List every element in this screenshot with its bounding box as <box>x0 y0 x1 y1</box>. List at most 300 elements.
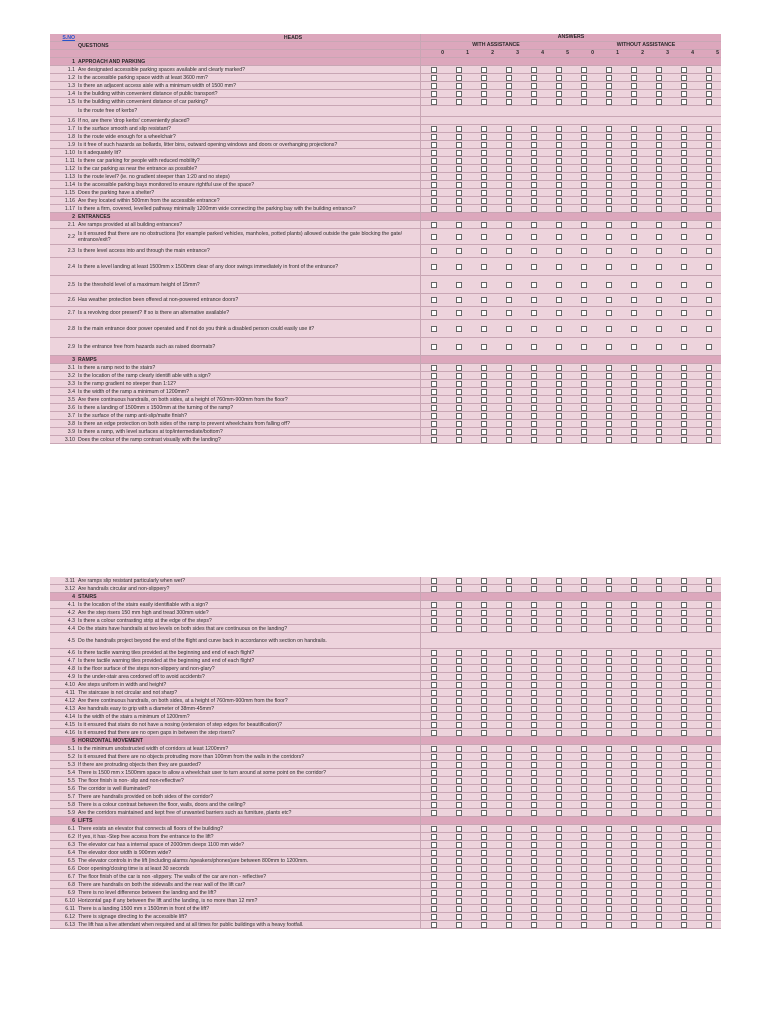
without-assistance-score-5-checkbox[interactable] <box>706 234 712 240</box>
with-assistance-score-3-checkbox[interactable] <box>506 99 512 105</box>
without-assistance-score-3-checkbox[interactable] <box>656 198 662 204</box>
without-assistance-score-0-checkbox[interactable] <box>581 166 587 172</box>
without-assistance-score-3-checkbox[interactable] <box>656 922 662 928</box>
without-assistance-score-1-checkbox[interactable] <box>606 134 612 140</box>
with-assistance-score-3-checkbox[interactable] <box>506 91 512 97</box>
without-assistance-score-4-checkbox[interactable] <box>681 429 687 435</box>
with-assistance-score-0-checkbox[interactable] <box>431 626 437 632</box>
with-assistance-score-5-checkbox[interactable] <box>556 778 562 784</box>
with-assistance-score-4-checkbox[interactable] <box>531 858 537 864</box>
without-assistance-score-2-checkbox[interactable] <box>631 365 637 371</box>
with-assistance-score-2-checkbox[interactable] <box>481 222 487 228</box>
with-assistance-score-4-checkbox[interactable] <box>531 658 537 664</box>
with-assistance-score-2-checkbox[interactable] <box>481 297 487 303</box>
with-assistance-score-5-checkbox[interactable] <box>556 658 562 664</box>
with-assistance-score-5-checkbox[interactable] <box>556 722 562 728</box>
without-assistance-score-3-checkbox[interactable] <box>656 850 662 856</box>
with-assistance-score-2-checkbox[interactable] <box>481 310 487 316</box>
with-assistance-score-2-checkbox[interactable] <box>481 234 487 240</box>
with-assistance-score-0-checkbox[interactable] <box>431 437 437 443</box>
with-assistance-score-2-checkbox[interactable] <box>481 190 487 196</box>
with-assistance-score-0-checkbox[interactable] <box>431 198 437 204</box>
with-assistance-score-4-checkbox[interactable] <box>531 67 537 73</box>
without-assistance-score-5-checkbox[interactable] <box>706 326 712 332</box>
with-assistance-score-3-checkbox[interactable] <box>506 802 512 808</box>
without-assistance-score-4-checkbox[interactable] <box>681 421 687 427</box>
sno-link[interactable]: S.NO <box>62 34 75 41</box>
with-assistance-score-1-checkbox[interactable] <box>456 714 462 720</box>
with-assistance-score-2-checkbox[interactable] <box>481 874 487 880</box>
without-assistance-score-0-checkbox[interactable] <box>581 190 587 196</box>
without-assistance-score-4-checkbox[interactable] <box>681 922 687 928</box>
without-assistance-score-1-checkbox[interactable] <box>606 234 612 240</box>
without-assistance-score-3-checkbox[interactable] <box>656 142 662 148</box>
without-assistance-score-4-checkbox[interactable] <box>681 134 687 140</box>
with-assistance-score-2-checkbox[interactable] <box>481 142 487 148</box>
with-assistance-score-5-checkbox[interactable] <box>556 373 562 379</box>
without-assistance-score-3-checkbox[interactable] <box>656 754 662 760</box>
with-assistance-score-0-checkbox[interactable] <box>431 890 437 896</box>
without-assistance-score-2-checkbox[interactable] <box>631 754 637 760</box>
with-assistance-score-5-checkbox[interactable] <box>556 914 562 920</box>
with-assistance-score-1-checkbox[interactable] <box>456 182 462 188</box>
with-assistance-score-3-checkbox[interactable] <box>506 429 512 435</box>
with-assistance-score-1-checkbox[interactable] <box>456 914 462 920</box>
without-assistance-score-3-checkbox[interactable] <box>656 297 662 303</box>
with-assistance-score-5-checkbox[interactable] <box>556 802 562 808</box>
without-assistance-score-5-checkbox[interactable] <box>706 222 712 228</box>
with-assistance-score-0-checkbox[interactable] <box>431 67 437 73</box>
without-assistance-score-4-checkbox[interactable] <box>681 914 687 920</box>
without-assistance-score-3-checkbox[interactable] <box>656 722 662 728</box>
without-assistance-score-4-checkbox[interactable] <box>681 365 687 371</box>
with-assistance-score-2-checkbox[interactable] <box>481 75 487 81</box>
with-assistance-score-5-checkbox[interactable] <box>556 282 562 288</box>
without-assistance-score-2-checkbox[interactable] <box>631 682 637 688</box>
with-assistance-score-2-checkbox[interactable] <box>481 850 487 856</box>
with-assistance-score-0-checkbox[interactable] <box>431 746 437 752</box>
with-assistance-score-0-checkbox[interactable] <box>431 698 437 704</box>
without-assistance-score-3-checkbox[interactable] <box>656 397 662 403</box>
without-assistance-score-1-checkbox[interactable] <box>606 666 612 672</box>
without-assistance-score-3-checkbox[interactable] <box>656 326 662 332</box>
without-assistance-score-2-checkbox[interactable] <box>631 248 637 254</box>
with-assistance-score-2-checkbox[interactable] <box>481 770 487 776</box>
with-assistance-score-5-checkbox[interactable] <box>556 174 562 180</box>
with-assistance-score-3-checkbox[interactable] <box>506 126 512 132</box>
without-assistance-score-1-checkbox[interactable] <box>606 770 612 776</box>
without-assistance-score-3-checkbox[interactable] <box>656 67 662 73</box>
with-assistance-score-5-checkbox[interactable] <box>556 578 562 584</box>
with-assistance-score-4-checkbox[interactable] <box>531 850 537 856</box>
with-assistance-score-5-checkbox[interactable] <box>556 389 562 395</box>
with-assistance-score-0-checkbox[interactable] <box>431 282 437 288</box>
without-assistance-score-3-checkbox[interactable] <box>656 437 662 443</box>
without-assistance-score-4-checkbox[interactable] <box>681 326 687 332</box>
without-assistance-score-5-checkbox[interactable] <box>706 858 712 864</box>
with-assistance-score-5-checkbox[interactable] <box>556 75 562 81</box>
with-assistance-score-4-checkbox[interactable] <box>531 906 537 912</box>
without-assistance-score-2-checkbox[interactable] <box>631 874 637 880</box>
without-assistance-score-0-checkbox[interactable] <box>581 746 587 752</box>
without-assistance-score-3-checkbox[interactable] <box>656 310 662 316</box>
without-assistance-score-3-checkbox[interactable] <box>656 834 662 840</box>
without-assistance-score-2-checkbox[interactable] <box>631 706 637 712</box>
without-assistance-score-2-checkbox[interactable] <box>631 882 637 888</box>
with-assistance-score-0-checkbox[interactable] <box>431 842 437 848</box>
with-assistance-score-5-checkbox[interactable] <box>556 874 562 880</box>
with-assistance-score-1-checkbox[interactable] <box>456 706 462 712</box>
without-assistance-score-3-checkbox[interactable] <box>656 578 662 584</box>
with-assistance-score-2-checkbox[interactable] <box>481 437 487 443</box>
with-assistance-score-2-checkbox[interactable] <box>481 730 487 736</box>
with-assistance-score-5-checkbox[interactable] <box>556 906 562 912</box>
with-assistance-score-3-checkbox[interactable] <box>506 650 512 656</box>
without-assistance-score-5-checkbox[interactable] <box>706 674 712 680</box>
with-assistance-score-4-checkbox[interactable] <box>531 682 537 688</box>
without-assistance-score-4-checkbox[interactable] <box>681 858 687 864</box>
with-assistance-score-3-checkbox[interactable] <box>506 690 512 696</box>
without-assistance-score-0-checkbox[interactable] <box>581 397 587 403</box>
without-assistance-score-1-checkbox[interactable] <box>606 67 612 73</box>
with-assistance-score-0-checkbox[interactable] <box>431 264 437 270</box>
without-assistance-score-1-checkbox[interactable] <box>606 75 612 81</box>
with-assistance-score-2-checkbox[interactable] <box>481 198 487 204</box>
without-assistance-score-4-checkbox[interactable] <box>681 234 687 240</box>
with-assistance-score-1-checkbox[interactable] <box>456 99 462 105</box>
without-assistance-score-4-checkbox[interactable] <box>681 826 687 832</box>
with-assistance-score-5-checkbox[interactable] <box>556 842 562 848</box>
without-assistance-score-4-checkbox[interactable] <box>681 658 687 664</box>
with-assistance-score-3-checkbox[interactable] <box>506 75 512 81</box>
without-assistance-score-3-checkbox[interactable] <box>656 421 662 427</box>
without-assistance-score-2-checkbox[interactable] <box>631 75 637 81</box>
without-assistance-score-1-checkbox[interactable] <box>606 99 612 105</box>
without-assistance-score-4-checkbox[interactable] <box>681 310 687 316</box>
without-assistance-score-2-checkbox[interactable] <box>631 206 637 212</box>
without-assistance-score-4-checkbox[interactable] <box>681 99 687 105</box>
with-assistance-score-1-checkbox[interactable] <box>456 794 462 800</box>
with-assistance-score-1-checkbox[interactable] <box>456 682 462 688</box>
without-assistance-score-5-checkbox[interactable] <box>706 365 712 371</box>
with-assistance-score-1-checkbox[interactable] <box>456 658 462 664</box>
with-assistance-score-0-checkbox[interactable] <box>431 421 437 427</box>
with-assistance-score-4-checkbox[interactable] <box>531 297 537 303</box>
without-assistance-score-4-checkbox[interactable] <box>681 874 687 880</box>
without-assistance-score-2-checkbox[interactable] <box>631 778 637 784</box>
with-assistance-score-1-checkbox[interactable] <box>456 297 462 303</box>
with-assistance-score-2-checkbox[interactable] <box>481 810 487 816</box>
with-assistance-score-0-checkbox[interactable] <box>431 586 437 592</box>
with-assistance-score-4-checkbox[interactable] <box>531 650 537 656</box>
with-assistance-score-2-checkbox[interactable] <box>481 882 487 888</box>
without-assistance-score-5-checkbox[interactable] <box>706 778 712 784</box>
without-assistance-score-3-checkbox[interactable] <box>656 746 662 752</box>
without-assistance-score-1-checkbox[interactable] <box>606 922 612 928</box>
with-assistance-score-3-checkbox[interactable] <box>506 248 512 254</box>
with-assistance-score-5-checkbox[interactable] <box>556 770 562 776</box>
with-assistance-score-0-checkbox[interactable] <box>431 850 437 856</box>
with-assistance-score-2-checkbox[interactable] <box>481 922 487 928</box>
with-assistance-score-1-checkbox[interactable] <box>456 365 462 371</box>
without-assistance-score-2-checkbox[interactable] <box>631 134 637 140</box>
without-assistance-score-3-checkbox[interactable] <box>656 174 662 180</box>
without-assistance-score-2-checkbox[interactable] <box>631 834 637 840</box>
with-assistance-score-0-checkbox[interactable] <box>431 166 437 172</box>
without-assistance-score-4-checkbox[interactable] <box>681 190 687 196</box>
without-assistance-score-5-checkbox[interactable] <box>706 698 712 704</box>
without-assistance-score-4-checkbox[interactable] <box>681 778 687 784</box>
with-assistance-score-3-checkbox[interactable] <box>506 282 512 288</box>
without-assistance-score-5-checkbox[interactable] <box>706 730 712 736</box>
with-assistance-score-4-checkbox[interactable] <box>531 626 537 632</box>
with-assistance-score-4-checkbox[interactable] <box>531 762 537 768</box>
with-assistance-score-3-checkbox[interactable] <box>506 746 512 752</box>
without-assistance-score-5-checkbox[interactable] <box>706 344 712 350</box>
with-assistance-score-5-checkbox[interactable] <box>556 762 562 768</box>
with-assistance-score-2-checkbox[interactable] <box>481 206 487 212</box>
with-assistance-score-2-checkbox[interactable] <box>481 429 487 435</box>
without-assistance-score-5-checkbox[interactable] <box>706 126 712 132</box>
without-assistance-score-3-checkbox[interactable] <box>656 405 662 411</box>
with-assistance-score-0-checkbox[interactable] <box>431 722 437 728</box>
without-assistance-score-5-checkbox[interactable] <box>706 682 712 688</box>
with-assistance-score-5-checkbox[interactable] <box>556 264 562 270</box>
without-assistance-score-2-checkbox[interactable] <box>631 83 637 89</box>
with-assistance-score-0-checkbox[interactable] <box>431 858 437 864</box>
with-assistance-score-1-checkbox[interactable] <box>456 666 462 672</box>
with-assistance-score-5-checkbox[interactable] <box>556 134 562 140</box>
without-assistance-score-1-checkbox[interactable] <box>606 866 612 872</box>
without-assistance-score-2-checkbox[interactable] <box>631 326 637 332</box>
without-assistance-score-3-checkbox[interactable] <box>656 658 662 664</box>
without-assistance-score-5-checkbox[interactable] <box>706 91 712 97</box>
with-assistance-score-0-checkbox[interactable] <box>431 389 437 395</box>
with-assistance-score-2-checkbox[interactable] <box>481 610 487 616</box>
with-assistance-score-4-checkbox[interactable] <box>531 182 537 188</box>
without-assistance-score-3-checkbox[interactable] <box>656 75 662 81</box>
without-assistance-score-5-checkbox[interactable] <box>706 166 712 172</box>
without-assistance-score-1-checkbox[interactable] <box>606 658 612 664</box>
with-assistance-score-1-checkbox[interactable] <box>456 778 462 784</box>
with-assistance-score-0-checkbox[interactable] <box>431 365 437 371</box>
without-assistance-score-1-checkbox[interactable] <box>606 826 612 832</box>
without-assistance-score-0-checkbox[interactable] <box>581 866 587 872</box>
with-assistance-score-5-checkbox[interactable] <box>556 158 562 164</box>
with-assistance-score-3-checkbox[interactable] <box>506 142 512 148</box>
with-assistance-score-0-checkbox[interactable] <box>431 602 437 608</box>
without-assistance-score-0-checkbox[interactable] <box>581 770 587 776</box>
without-assistance-score-0-checkbox[interactable] <box>581 722 587 728</box>
with-assistance-score-2-checkbox[interactable] <box>481 405 487 411</box>
without-assistance-score-0-checkbox[interactable] <box>581 326 587 332</box>
with-assistance-score-4-checkbox[interactable] <box>531 413 537 419</box>
without-assistance-score-5-checkbox[interactable] <box>706 786 712 792</box>
without-assistance-score-2-checkbox[interactable] <box>631 198 637 204</box>
with-assistance-score-3-checkbox[interactable] <box>506 264 512 270</box>
without-assistance-score-0-checkbox[interactable] <box>581 206 587 212</box>
with-assistance-score-5-checkbox[interactable] <box>556 898 562 904</box>
without-assistance-score-1-checkbox[interactable] <box>606 618 612 624</box>
with-assistance-score-2-checkbox[interactable] <box>481 650 487 656</box>
with-assistance-score-5-checkbox[interactable] <box>556 99 562 105</box>
with-assistance-score-4-checkbox[interactable] <box>531 198 537 204</box>
without-assistance-score-5-checkbox[interactable] <box>706 405 712 411</box>
without-assistance-score-4-checkbox[interactable] <box>681 67 687 73</box>
without-assistance-score-3-checkbox[interactable] <box>656 264 662 270</box>
with-assistance-score-2-checkbox[interactable] <box>481 866 487 872</box>
without-assistance-score-1-checkbox[interactable] <box>606 429 612 435</box>
with-assistance-score-0-checkbox[interactable] <box>431 190 437 196</box>
with-assistance-score-2-checkbox[interactable] <box>481 264 487 270</box>
with-assistance-score-2-checkbox[interactable] <box>481 626 487 632</box>
without-assistance-score-2-checkbox[interactable] <box>631 397 637 403</box>
with-assistance-score-4-checkbox[interactable] <box>531 746 537 752</box>
without-assistance-score-2-checkbox[interactable] <box>631 626 637 632</box>
with-assistance-score-0-checkbox[interactable] <box>431 666 437 672</box>
without-assistance-score-2-checkbox[interactable] <box>631 914 637 920</box>
with-assistance-score-5-checkbox[interactable] <box>556 421 562 427</box>
without-assistance-score-2-checkbox[interactable] <box>631 770 637 776</box>
without-assistance-score-4-checkbox[interactable] <box>681 437 687 443</box>
with-assistance-score-5-checkbox[interactable] <box>556 206 562 212</box>
without-assistance-score-3-checkbox[interactable] <box>656 674 662 680</box>
with-assistance-score-2-checkbox[interactable] <box>481 344 487 350</box>
without-assistance-score-1-checkbox[interactable] <box>606 182 612 188</box>
without-assistance-score-3-checkbox[interactable] <box>656 429 662 435</box>
with-assistance-score-4-checkbox[interactable] <box>531 706 537 712</box>
without-assistance-score-2-checkbox[interactable] <box>631 578 637 584</box>
with-assistance-score-3-checkbox[interactable] <box>506 397 512 403</box>
with-assistance-score-2-checkbox[interactable] <box>481 586 487 592</box>
with-assistance-score-2-checkbox[interactable] <box>481 134 487 140</box>
with-assistance-score-2-checkbox[interactable] <box>481 858 487 864</box>
with-assistance-score-5-checkbox[interactable] <box>556 437 562 443</box>
without-assistance-score-0-checkbox[interactable] <box>581 674 587 680</box>
without-assistance-score-4-checkbox[interactable] <box>681 842 687 848</box>
without-assistance-score-3-checkbox[interactable] <box>656 898 662 904</box>
without-assistance-score-4-checkbox[interactable] <box>681 126 687 132</box>
with-assistance-score-3-checkbox[interactable] <box>506 222 512 228</box>
without-assistance-score-2-checkbox[interactable] <box>631 310 637 316</box>
without-assistance-score-0-checkbox[interactable] <box>581 842 587 848</box>
without-assistance-score-1-checkbox[interactable] <box>606 344 612 350</box>
without-assistance-score-5-checkbox[interactable] <box>706 794 712 800</box>
without-assistance-score-3-checkbox[interactable] <box>656 618 662 624</box>
with-assistance-score-3-checkbox[interactable] <box>506 610 512 616</box>
without-assistance-score-0-checkbox[interactable] <box>581 429 587 435</box>
without-assistance-score-1-checkbox[interactable] <box>606 778 612 784</box>
without-assistance-score-1-checkbox[interactable] <box>606 898 612 904</box>
without-assistance-score-1-checkbox[interactable] <box>606 578 612 584</box>
without-assistance-score-1-checkbox[interactable] <box>606 248 612 254</box>
with-assistance-score-5-checkbox[interactable] <box>556 690 562 696</box>
without-assistance-score-4-checkbox[interactable] <box>681 770 687 776</box>
without-assistance-score-2-checkbox[interactable] <box>631 190 637 196</box>
without-assistance-score-1-checkbox[interactable] <box>606 842 612 848</box>
with-assistance-score-4-checkbox[interactable] <box>531 866 537 872</box>
with-assistance-score-1-checkbox[interactable] <box>456 310 462 316</box>
with-assistance-score-4-checkbox[interactable] <box>531 326 537 332</box>
with-assistance-score-2-checkbox[interactable] <box>481 714 487 720</box>
without-assistance-score-2-checkbox[interactable] <box>631 282 637 288</box>
with-assistance-score-0-checkbox[interactable] <box>431 810 437 816</box>
without-assistance-score-5-checkbox[interactable] <box>706 882 712 888</box>
without-assistance-score-3-checkbox[interactable] <box>656 83 662 89</box>
with-assistance-score-4-checkbox[interactable] <box>531 437 537 443</box>
with-assistance-score-5-checkbox[interactable] <box>556 682 562 688</box>
with-assistance-score-3-checkbox[interactable] <box>506 882 512 888</box>
without-assistance-score-0-checkbox[interactable] <box>581 850 587 856</box>
with-assistance-score-4-checkbox[interactable] <box>531 586 537 592</box>
with-assistance-score-4-checkbox[interactable] <box>531 421 537 427</box>
without-assistance-score-3-checkbox[interactable] <box>656 906 662 912</box>
without-assistance-score-4-checkbox[interactable] <box>681 297 687 303</box>
with-assistance-score-3-checkbox[interactable] <box>506 437 512 443</box>
with-assistance-score-4-checkbox[interactable] <box>531 602 537 608</box>
with-assistance-score-0-checkbox[interactable] <box>431 690 437 696</box>
with-assistance-score-3-checkbox[interactable] <box>506 344 512 350</box>
with-assistance-score-1-checkbox[interactable] <box>456 206 462 212</box>
with-assistance-score-2-checkbox[interactable] <box>481 67 487 73</box>
with-assistance-score-5-checkbox[interactable] <box>556 234 562 240</box>
without-assistance-score-1-checkbox[interactable] <box>606 222 612 228</box>
without-assistance-score-4-checkbox[interactable] <box>681 690 687 696</box>
with-assistance-score-2-checkbox[interactable] <box>481 786 487 792</box>
with-assistance-score-2-checkbox[interactable] <box>481 722 487 728</box>
without-assistance-score-5-checkbox[interactable] <box>706 174 712 180</box>
with-assistance-score-5-checkbox[interactable] <box>556 618 562 624</box>
without-assistance-score-3-checkbox[interactable] <box>656 914 662 920</box>
with-assistance-score-1-checkbox[interactable] <box>456 786 462 792</box>
with-assistance-score-3-checkbox[interactable] <box>506 874 512 880</box>
with-assistance-score-3-checkbox[interactable] <box>506 770 512 776</box>
with-assistance-score-1-checkbox[interactable] <box>456 405 462 411</box>
without-assistance-score-4-checkbox[interactable] <box>681 222 687 228</box>
without-assistance-score-1-checkbox[interactable] <box>606 850 612 856</box>
without-assistance-score-2-checkbox[interactable] <box>631 166 637 172</box>
without-assistance-score-2-checkbox[interactable] <box>631 618 637 624</box>
with-assistance-score-4-checkbox[interactable] <box>531 666 537 672</box>
without-assistance-score-4-checkbox[interactable] <box>681 182 687 188</box>
without-assistance-score-5-checkbox[interactable] <box>706 397 712 403</box>
without-assistance-score-2-checkbox[interactable] <box>631 610 637 616</box>
with-assistance-score-3-checkbox[interactable] <box>506 866 512 872</box>
without-assistance-score-4-checkbox[interactable] <box>681 794 687 800</box>
without-assistance-score-4-checkbox[interactable] <box>681 834 687 840</box>
without-assistance-score-0-checkbox[interactable] <box>581 874 587 880</box>
without-assistance-score-1-checkbox[interactable] <box>606 810 612 816</box>
without-assistance-score-0-checkbox[interactable] <box>581 802 587 808</box>
without-assistance-score-0-checkbox[interactable] <box>581 858 587 864</box>
without-assistance-score-0-checkbox[interactable] <box>581 610 587 616</box>
with-assistance-score-2-checkbox[interactable] <box>481 618 487 624</box>
without-assistance-score-4-checkbox[interactable] <box>681 264 687 270</box>
without-assistance-score-5-checkbox[interactable] <box>706 373 712 379</box>
without-assistance-score-0-checkbox[interactable] <box>581 75 587 81</box>
with-assistance-score-3-checkbox[interactable] <box>506 834 512 840</box>
without-assistance-score-4-checkbox[interactable] <box>681 650 687 656</box>
with-assistance-score-4-checkbox[interactable] <box>531 222 537 228</box>
with-assistance-score-0-checkbox[interactable] <box>431 126 437 132</box>
with-assistance-score-0-checkbox[interactable] <box>431 234 437 240</box>
with-assistance-score-4-checkbox[interactable] <box>531 282 537 288</box>
without-assistance-score-0-checkbox[interactable] <box>581 682 587 688</box>
without-assistance-score-2-checkbox[interactable] <box>631 898 637 904</box>
without-assistance-score-1-checkbox[interactable] <box>606 586 612 592</box>
without-assistance-score-4-checkbox[interactable] <box>681 397 687 403</box>
without-assistance-score-1-checkbox[interactable] <box>606 682 612 688</box>
